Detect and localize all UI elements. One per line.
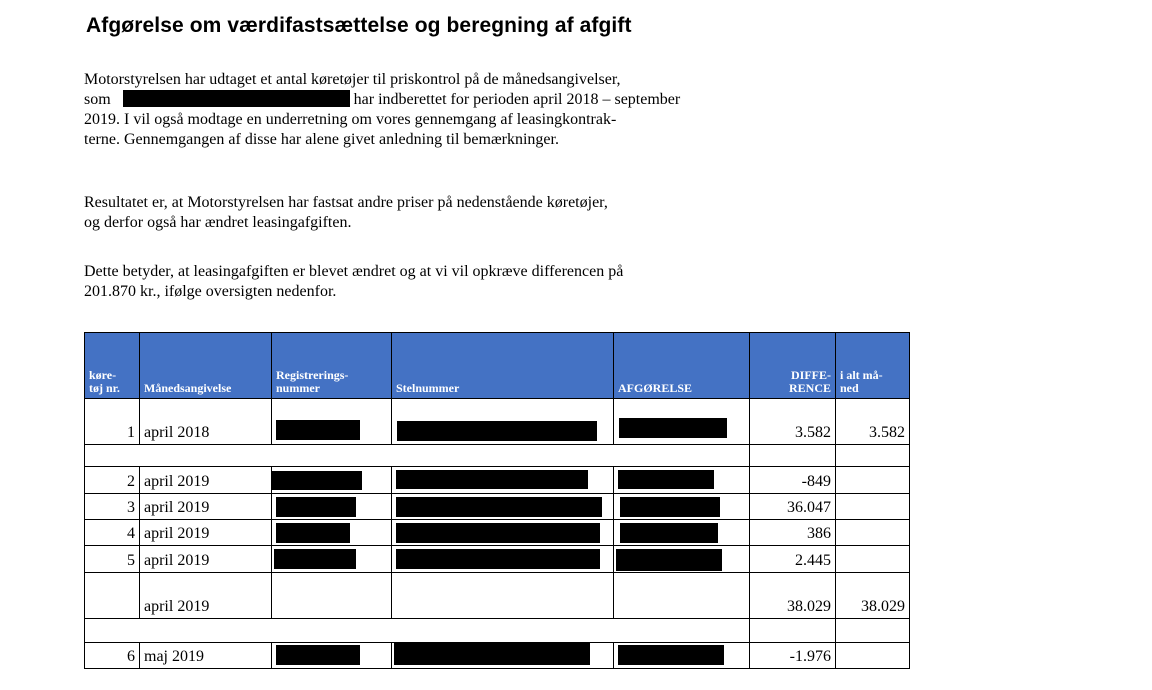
cell-vehicle-nr: 6 [85, 643, 140, 669]
paragraph-result-line-2: og derfor også har ændret leasingafgiften. [84, 214, 352, 231]
paragraph-intro-line-1: Motorstyrelsen har udtaget et antal køretøjer til priskontrol på de månedsangivelser, [84, 71, 621, 88]
table-row [85, 494, 910, 520]
paragraph-intro-line-2-end: har indberettet for perioden april 2018 – september [353, 91, 681, 108]
cell-blank [614, 573, 750, 619]
table-row-blank [85, 619, 910, 643]
cell-month: april 2019 [140, 467, 272, 494]
paragraph-result-line-1: Resultatet er, at Motorstyrelsen har fastsat andre priser på nedenstående køretøjer, [84, 194, 608, 211]
cell-month-total [836, 546, 910, 573]
paragraph-intro [84, 70, 804, 150]
redacted-decision [614, 643, 750, 669]
redacted-registration [272, 520, 392, 546]
cell-blank [272, 573, 392, 619]
cell-difference: 386 [750, 520, 836, 546]
cell-blank [750, 445, 836, 467]
redacted-registration [272, 399, 392, 445]
redacted-registration [272, 546, 392, 573]
table-row [85, 643, 910, 669]
paragraph-intro-line-3: 2019. I vil også modtage en underretning om vores gennemgang af leasingkontrak- [84, 111, 617, 128]
redacted-registration [272, 643, 392, 669]
cell-vehicle-nr: 3 [85, 494, 140, 520]
cell-vehicle-nr [85, 573, 140, 619]
redacted-decision [614, 494, 750, 520]
cell-month-total [836, 520, 910, 546]
cell-difference: 38.029 [750, 573, 836, 619]
table-row-subtotal [85, 573, 910, 619]
cell-month-total [836, 467, 910, 494]
cell-month: maj 2019 [140, 643, 272, 669]
paragraph-consequence-line-1: Dette betyder, at leasingafgiften er blevet ændret og at vi vil opkræve differencen på [84, 263, 624, 280]
cell-vehicle-nr: 2 [85, 467, 140, 494]
cell-month-total [836, 494, 910, 520]
cell-month: april 2018 [140, 399, 272, 445]
table-row [85, 467, 910, 494]
redacted-decision [614, 467, 750, 494]
redacted-chassis [392, 399, 614, 445]
paragraph-result [84, 193, 804, 233]
paragraph-consequence [84, 262, 804, 302]
cell-month: april 2019 [140, 520, 272, 546]
cell-blank [836, 619, 910, 643]
redacted-company-name [123, 90, 350, 107]
table-row [85, 520, 910, 546]
cell-month-total [836, 643, 910, 669]
cell-blank-wide [85, 619, 750, 643]
cell-blank-wide [85, 445, 750, 467]
cell-vehicle-nr: 5 [85, 546, 140, 573]
redacted-chassis [392, 643, 614, 669]
cell-difference: 3.582 [750, 399, 836, 445]
redacted-chassis [392, 467, 614, 494]
table-header-row [85, 333, 910, 399]
document-title: Afgørelse om værdifastsættelse og beregning af afgift [86, 14, 632, 37]
paragraph-intro-line-2 [84, 90, 804, 110]
redacted-decision [614, 399, 750, 445]
cell-blank [392, 573, 614, 619]
redacted-decision [614, 520, 750, 546]
cell-month-total: 38.029 [836, 573, 910, 619]
cell-month: april 2019 [140, 494, 272, 520]
redacted-chassis [392, 546, 614, 573]
table-row [85, 399, 910, 445]
redacted-registration [272, 494, 392, 520]
cell-month-total: 3.582 [836, 399, 910, 445]
header-difference: DIFFE- RENCE [750, 333, 836, 399]
redacted-decision [614, 546, 750, 573]
header-monthly-return: Månedsangivelse [140, 333, 272, 399]
table-row [85, 546, 910, 573]
table-row-blank [85, 445, 910, 467]
cell-difference: 36.047 [750, 494, 836, 520]
paragraph-consequence-line-2: 201.870 kr., ifølge oversigten nedenfor. [84, 283, 337, 300]
redacted-chassis [392, 494, 614, 520]
cell-blank [750, 619, 836, 643]
cell-vehicle-nr: 4 [85, 520, 140, 546]
cell-vehicle-nr: 1 [85, 399, 140, 445]
cell-difference: -1.976 [750, 643, 836, 669]
header-vehicle-nr: køre- tøj nr. [85, 333, 140, 399]
header-chassis-number: Stelnummer [392, 333, 614, 399]
price-difference-table [84, 332, 910, 669]
header-decision: AFGØRELSE [614, 333, 750, 399]
paragraph-intro-line-4: terne. Gennemgangen af disse har alene givet anledning til bemærkninger. [84, 131, 559, 148]
cell-difference: -849 [750, 467, 836, 494]
cell-blank [836, 445, 910, 467]
redacted-chassis [392, 520, 614, 546]
redacted-registration [272, 467, 392, 494]
header-month-total: i alt må- ned [836, 333, 910, 399]
paragraph-intro-line-2-start: som [84, 91, 111, 108]
cell-month: april 2019 [140, 573, 272, 619]
cell-difference: 2.445 [750, 546, 836, 573]
header-registration-number: Registrerings- nummer [272, 333, 392, 399]
cell-month: april 2019 [140, 546, 272, 573]
